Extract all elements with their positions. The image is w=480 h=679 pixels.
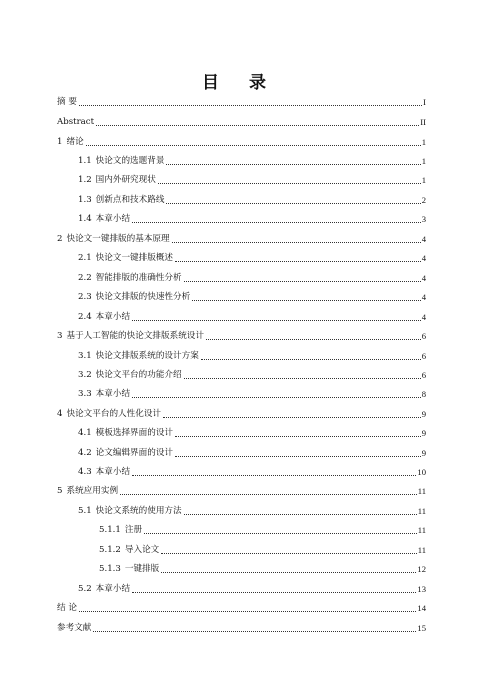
toc-leader-dots bbox=[161, 571, 416, 573]
toc-entry-page: 6 bbox=[421, 370, 426, 380]
toc-leader-dots bbox=[79, 610, 416, 612]
toc-entry-page: 9 bbox=[421, 428, 426, 438]
toc-entry[interactable] bbox=[78, 253, 426, 264]
toc-entry-page: I bbox=[423, 97, 426, 107]
toc-entry-label: 系统应用实例 bbox=[66, 486, 119, 496]
toc-entry-label: 本章小结 bbox=[95, 467, 131, 477]
toc-entry-page: 4 bbox=[421, 312, 426, 322]
toc-entry-label: 注册 bbox=[124, 525, 143, 535]
toc-entry-label: 结 论 bbox=[57, 603, 77, 613]
toc-leader-dots bbox=[184, 377, 421, 379]
toc-entry-number: 4 bbox=[57, 409, 63, 419]
toc-entry-number: 2.4 bbox=[78, 312, 92, 322]
toc-entry-number: 2 bbox=[57, 234, 63, 244]
toc-entry-page: 4 bbox=[421, 234, 426, 244]
toc-entry[interactable] bbox=[78, 351, 426, 362]
toc-leader-dots bbox=[132, 396, 421, 398]
toc-leader-dots bbox=[158, 182, 421, 184]
toc-entry-number: 1 bbox=[57, 137, 63, 147]
toc-entry[interactable] bbox=[78, 428, 426, 439]
toc-entry-page: 10 bbox=[417, 467, 426, 477]
toc-entry-number: 3.1 bbox=[78, 351, 92, 361]
toc-entry-page: 11 bbox=[417, 525, 426, 535]
toc-entry-number: 5.1 bbox=[78, 506, 92, 516]
toc-entry-label: 一键排版 bbox=[124, 564, 160, 574]
toc-leader-dots bbox=[201, 358, 421, 360]
toc-entry-page: 4 bbox=[421, 253, 426, 263]
toc-entry-number: 4.1 bbox=[78, 428, 92, 438]
toc-entry-page: 9 bbox=[421, 448, 426, 458]
toc-entry-number: 2.2 bbox=[78, 273, 92, 283]
toc-leader-dots bbox=[144, 532, 417, 534]
toc-leader-dots bbox=[166, 163, 420, 165]
toc-entry-number: 5.1.1 bbox=[99, 525, 121, 535]
toc-entry-page: 11 bbox=[417, 545, 426, 555]
toc-entry-page: 1 bbox=[421, 137, 426, 147]
toc-entry-page: 1 bbox=[421, 156, 426, 166]
toc-entry-label: 绪论 bbox=[66, 137, 84, 147]
toc-leader-dots bbox=[175, 455, 421, 457]
toc-entry-label: 本章小结 bbox=[95, 312, 131, 322]
toc-entry-number: 3 bbox=[57, 331, 63, 341]
toc-entry-number: 1.4 bbox=[78, 214, 92, 224]
toc-entry-label: 模板选择界面的设计 bbox=[95, 428, 174, 438]
toc-entry[interactable] bbox=[99, 564, 426, 575]
toc-entry-page: 8 bbox=[421, 389, 426, 399]
toc-entry[interactable] bbox=[78, 156, 426, 167]
toc-entry[interactable] bbox=[78, 467, 426, 478]
toc-entry-label: 摘 要 bbox=[57, 97, 77, 107]
toc-leader-dots bbox=[132, 319, 421, 321]
toc-entry-page: 6 bbox=[421, 331, 426, 341]
toc-entry-page: 11 bbox=[417, 486, 426, 496]
toc-entry[interactable] bbox=[78, 273, 426, 284]
toc-entry[interactable] bbox=[57, 137, 426, 148]
toc-entry[interactable] bbox=[78, 292, 426, 303]
toc-leader-dots bbox=[86, 144, 421, 146]
toc-entry-page: 1 bbox=[421, 175, 426, 185]
toc-entry-label: 快论文排版系统的设计方案 bbox=[95, 351, 199, 361]
toc-entry-number: 1.3 bbox=[78, 195, 92, 205]
toc-entry[interactable] bbox=[78, 195, 426, 206]
toc-entry[interactable] bbox=[78, 312, 426, 323]
toc-entry-page: 4 bbox=[421, 273, 426, 283]
toc-entry-label: 本章小结 bbox=[95, 214, 131, 224]
toc-leader-dots bbox=[184, 280, 421, 282]
toc-entry-label: 基于人工智能的快论文排版系统设计 bbox=[66, 331, 204, 341]
toc-entry[interactable] bbox=[57, 234, 426, 245]
toc-entry-label: 智能排版的准确性分析 bbox=[95, 273, 182, 283]
toc-entry[interactable] bbox=[99, 525, 426, 536]
toc-entry[interactable] bbox=[57, 117, 426, 128]
toc-leader-dots bbox=[96, 124, 419, 126]
toc-leader-dots bbox=[79, 104, 422, 106]
toc-entry-page: 12 bbox=[417, 564, 426, 574]
toc-entry-number: 1.1 bbox=[78, 156, 92, 166]
toc-leader-dots bbox=[132, 474, 416, 476]
toc-entry[interactable] bbox=[78, 448, 426, 459]
toc-entry[interactable] bbox=[57, 603, 426, 614]
toc-leader-dots bbox=[120, 493, 417, 495]
toc-entry[interactable] bbox=[78, 584, 426, 595]
toc-entry-label: 快论文一键排版的基本原理 bbox=[66, 234, 170, 244]
toc-entry[interactable] bbox=[57, 97, 426, 108]
toc-entry[interactable] bbox=[99, 545, 426, 556]
toc-leader-dots bbox=[163, 416, 421, 418]
toc-entry-number: 3.3 bbox=[78, 389, 92, 399]
toc-entry-page: 13 bbox=[417, 584, 426, 594]
toc-entry-number: 2.1 bbox=[78, 253, 92, 263]
toc-entry-number: 5.1.3 bbox=[99, 564, 121, 574]
toc-entry-number: 5.2 bbox=[78, 584, 92, 594]
toc-entry-label: 参考文献 bbox=[57, 623, 92, 633]
toc-entry-number: 5.1.2 bbox=[99, 545, 121, 555]
toc-entry-page: 15 bbox=[417, 623, 426, 633]
toc-entry[interactable] bbox=[57, 331, 426, 342]
toc-entry-number: 2.3 bbox=[78, 292, 92, 302]
toc-entry[interactable] bbox=[78, 506, 426, 517]
toc-entry-number: 4.3 bbox=[78, 467, 92, 477]
toc-entry[interactable] bbox=[78, 370, 426, 381]
toc-entry-label: 论文编辑界面的设计 bbox=[95, 448, 174, 458]
toc-title: 目 录 bbox=[202, 73, 278, 93]
toc-entry-page: II bbox=[420, 117, 426, 127]
toc-entry-label: Abstract bbox=[57, 117, 95, 127]
toc-entry-page: 3 bbox=[421, 214, 426, 224]
toc-entry-label: 快论文平台的人性化设计 bbox=[66, 409, 162, 419]
toc-entry[interactable] bbox=[57, 623, 426, 634]
toc-entry-label: 导入论文 bbox=[124, 545, 160, 555]
toc-leader-dots bbox=[166, 202, 420, 204]
toc-entry-label: 国内外研究现状 bbox=[95, 175, 156, 185]
toc-leader-dots bbox=[172, 241, 421, 243]
toc-entry[interactable] bbox=[78, 389, 426, 400]
toc-leader-dots bbox=[192, 299, 420, 301]
toc-entry-page: 9 bbox=[421, 409, 426, 419]
toc-leader-dots bbox=[175, 260, 421, 262]
toc-entry-label: 快论文系统的使用方法 bbox=[95, 506, 182, 516]
toc-entry[interactable] bbox=[57, 409, 426, 420]
toc-leader-dots bbox=[175, 435, 421, 437]
toc-entry-label: 本章小结 bbox=[95, 584, 131, 594]
toc-leader-dots bbox=[184, 513, 417, 515]
toc-entry[interactable] bbox=[57, 486, 426, 497]
toc-entry-page: 6 bbox=[421, 351, 426, 361]
toc-entry-number: 3.2 bbox=[78, 370, 92, 380]
toc-entry-page: 4 bbox=[421, 292, 426, 302]
toc-entry-number: 1.2 bbox=[78, 175, 92, 185]
toc-leader-dots bbox=[132, 221, 421, 223]
toc-leader-dots bbox=[132, 591, 416, 593]
toc-entry-page: 14 bbox=[417, 603, 426, 613]
toc-entry-page: 2 bbox=[421, 195, 426, 205]
toc-leader-dots bbox=[206, 338, 421, 340]
toc-entry-number: 4.2 bbox=[78, 448, 92, 458]
toc-entry-label: 创新点和技术路线 bbox=[95, 195, 165, 205]
toc-entry-label: 快论文排版的快速性分析 bbox=[95, 292, 191, 302]
toc-leader-dots bbox=[93, 630, 416, 632]
toc-entry-page: 11 bbox=[417, 506, 426, 516]
toc-entry-label: 快论文一键排版概述 bbox=[95, 253, 174, 263]
toc-entry[interactable] bbox=[78, 214, 426, 225]
toc-entry-label: 快论文平台的功能介绍 bbox=[95, 370, 182, 380]
toc-entry[interactable] bbox=[78, 175, 426, 186]
toc-entry-number: 5 bbox=[57, 486, 63, 496]
toc-leader-dots bbox=[161, 552, 416, 554]
toc-entry-label: 本章小结 bbox=[95, 389, 131, 399]
toc-entry-label: 快论文的选题背景 bbox=[95, 156, 165, 166]
